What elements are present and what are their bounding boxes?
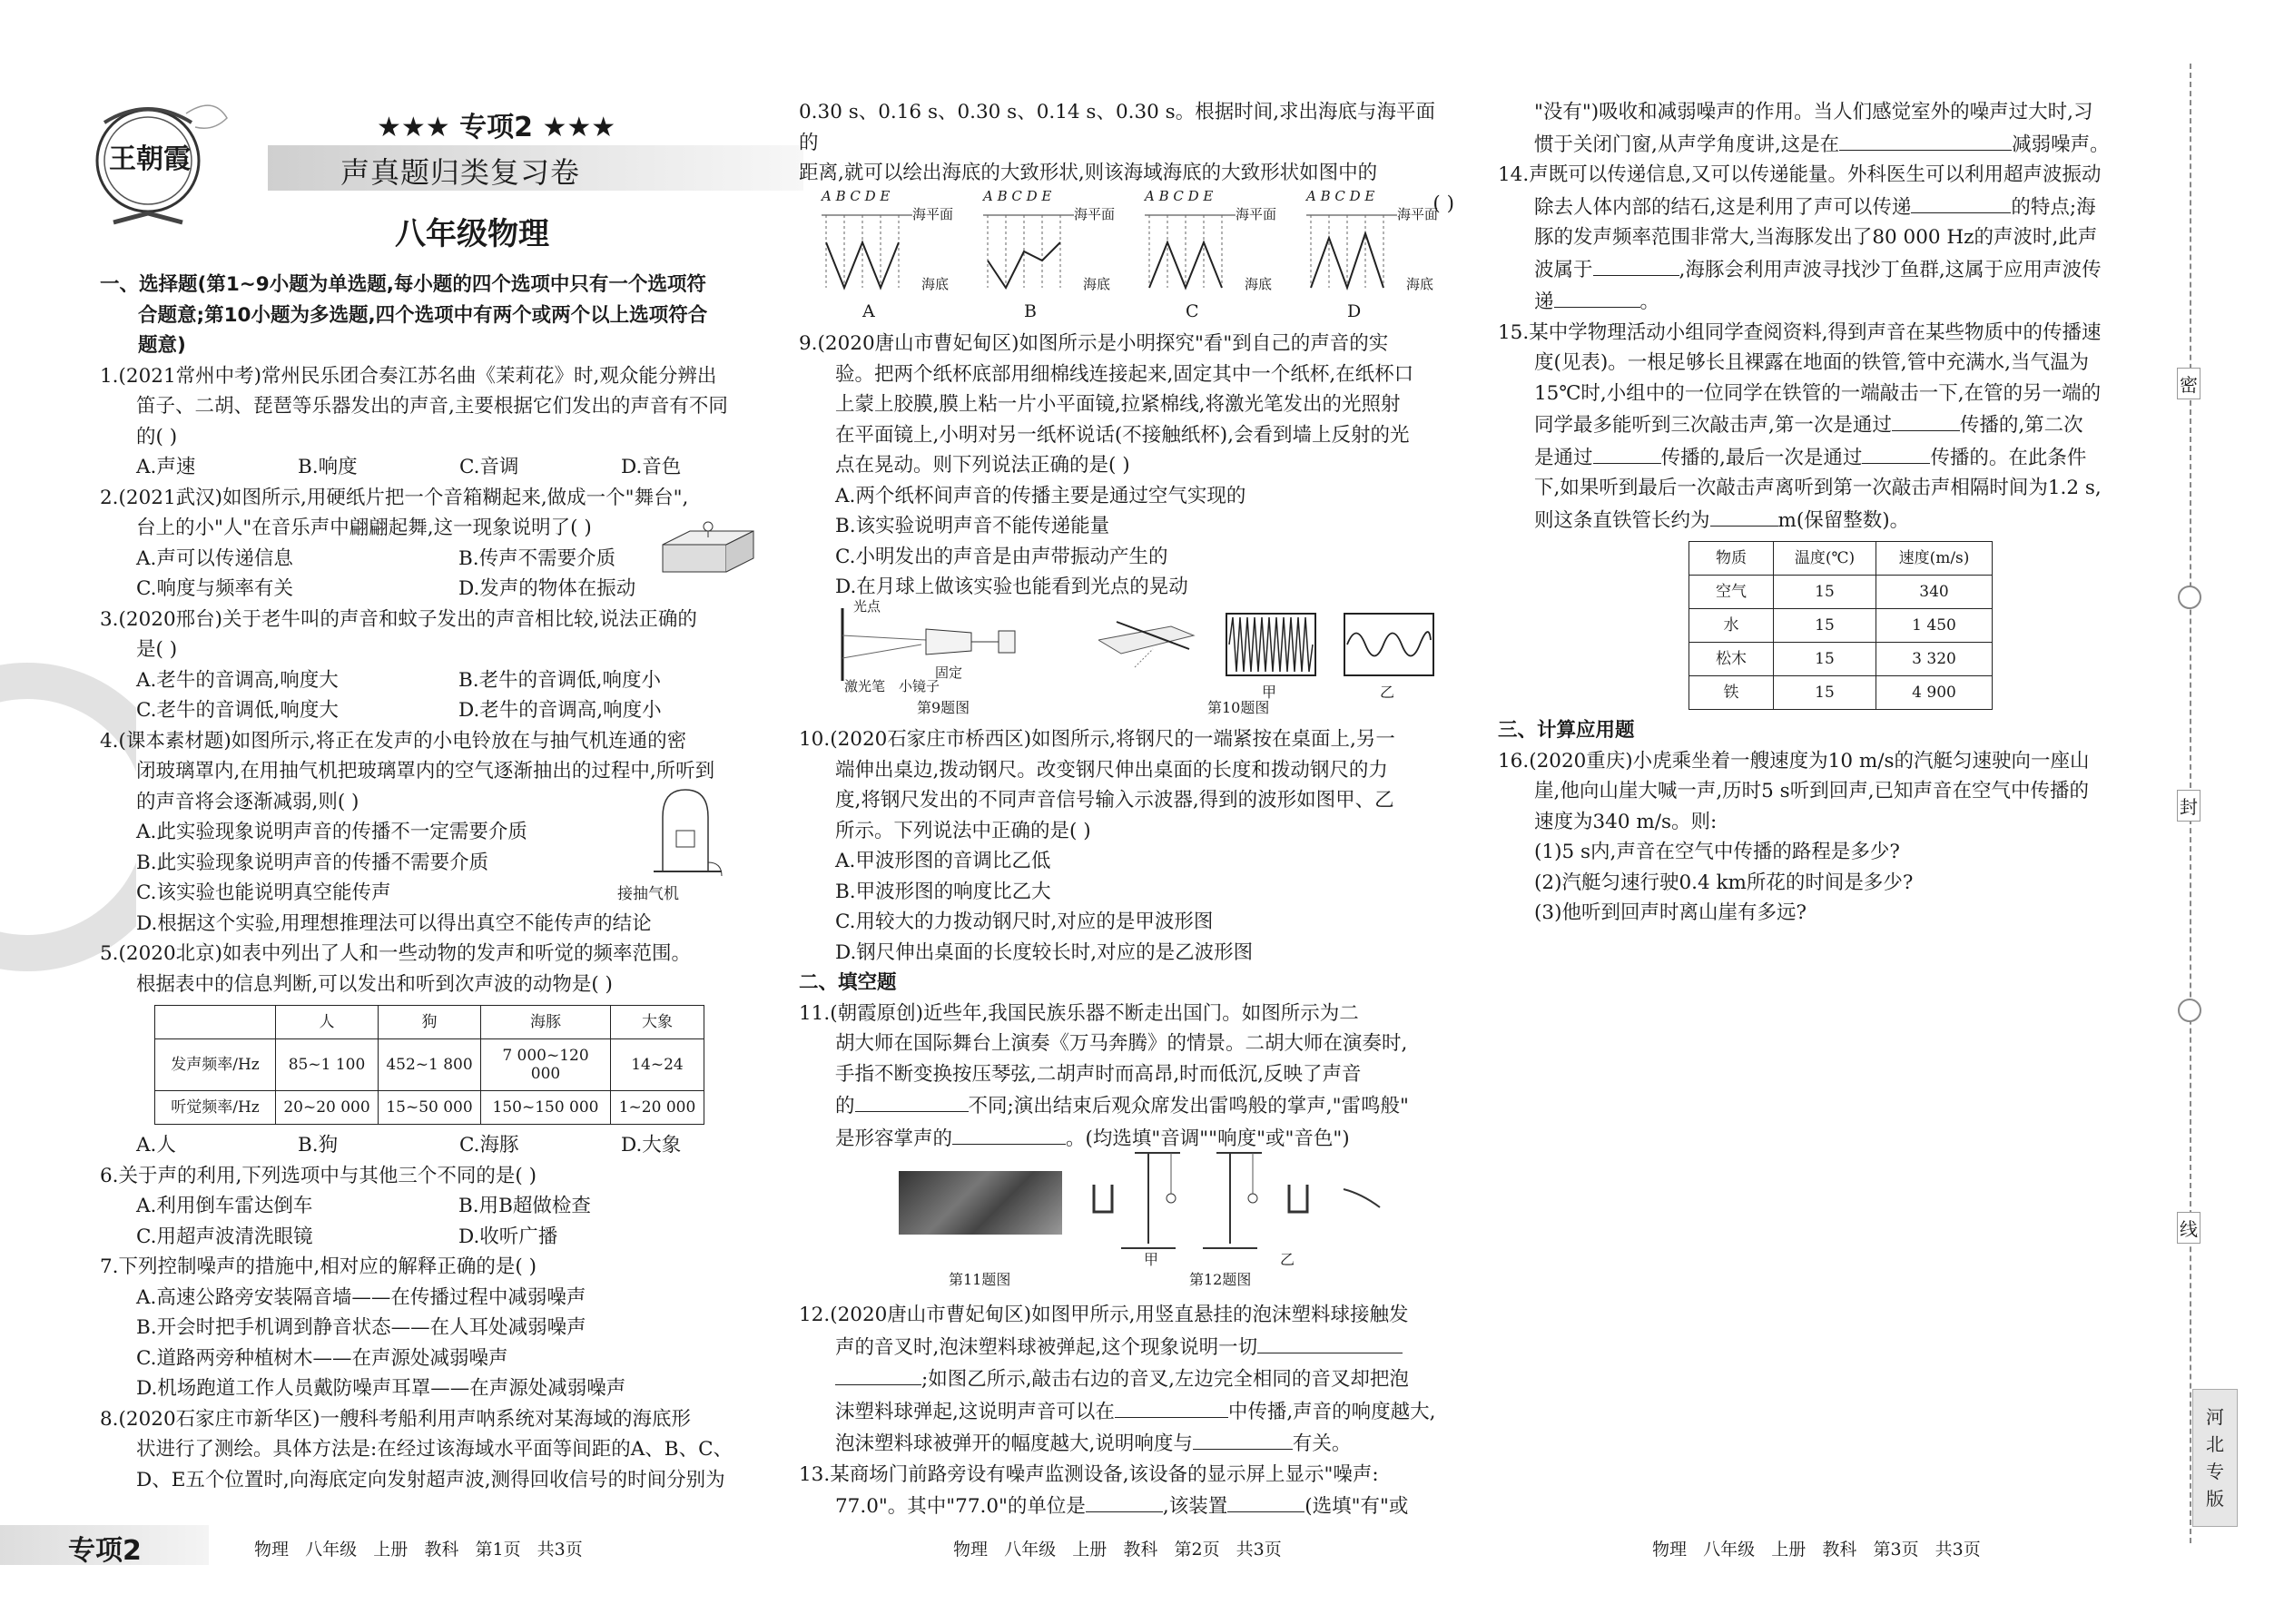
table-cell: 15 — [1774, 643, 1876, 676]
q14-text-5a: 递 — [1534, 290, 1554, 313]
q1-option-c: C.音调 — [459, 456, 519, 478]
table-cell: 14~24 — [611, 1039, 704, 1091]
q11-text: 11.(朝霞原创)近些年,我国民族乐器不断走出国门。如图所示为二 — [799, 1001, 1359, 1025]
q8-bottom-label: 海底 — [1406, 276, 1434, 292]
fig9-10 — [835, 598, 1452, 722]
q6-option-d: D.收听广播 — [458, 1225, 558, 1248]
footer-series: 专项2 — [68, 1535, 142, 1567]
fig12-jia-label: 甲 — [1144, 1251, 1159, 1268]
q15-text-5c: 传播的。在此条件 — [1930, 446, 2087, 469]
q8-sea-label: 海平面 — [1397, 206, 1439, 222]
q3-option-a: A.老牛的音调高,响度大 — [136, 668, 339, 692]
table-row — [1689, 609, 1993, 643]
table-cell: 铁 — [1689, 676, 1774, 710]
q11-text-3: 手指不断变换按压琴弦,二胡声时而高昂,时而低沉,反映了声音 — [835, 1062, 1362, 1086]
q2-text-2: 台上的小"人"在音乐声中翩翩起舞,这一现象说明了( ) — [136, 517, 592, 539]
table-cell: 海豚 — [481, 1006, 611, 1039]
q14-text-5b: 。 — [1639, 290, 1660, 313]
q8-sea-label: 海平面 — [912, 206, 954, 222]
q7-option-a: A.高速公路旁安装隔音墙——在传播过程中减弱噪声 — [136, 1285, 586, 1309]
column-2-mid — [799, 329, 1454, 603]
q11-text-4 — [799, 1089, 1454, 1122]
table-cell: 空气 — [1689, 576, 1774, 609]
q14-blank-1[interactable] — [1911, 191, 2011, 213]
q14-text-2a: 除去人体内部的结石,这是利用了声可以传递 — [1534, 195, 1912, 219]
q13-text-4a: 惯于关闭门窗,从声学角度讲,这是在 — [1534, 133, 1840, 156]
q15-text-5 — [1498, 441, 2153, 474]
q14-text-2b: 的特点;海 — [2011, 195, 2096, 219]
q11-text-5a: 是形容掌声的 — [835, 1127, 953, 1150]
table-cell: 15 — [1774, 676, 1876, 710]
q8-sea-label: 海平面 — [1074, 206, 1116, 222]
table-header-row — [155, 1006, 704, 1039]
q6-option-c: C.用超声波清洗眼镜 — [136, 1225, 313, 1248]
q12-text: 12.(2020唐山市曹妃甸区)如图甲所示,用竖直悬挂的泡沫塑料球接触发 — [799, 1304, 1409, 1326]
table-cell: 4 900 — [1876, 676, 1993, 710]
table-cell: 人 — [276, 1006, 379, 1039]
q13-text-2a: 77.0"。其中"77.0"的单位是 — [835, 1495, 1086, 1518]
column-2-bottom — [799, 1300, 1454, 1522]
q5-frequency-table — [154, 1005, 704, 1125]
q9-text-5: 点在晃动。则下列说法正确的是( ) — [835, 454, 1130, 477]
q9-text-3: 上蒙上胶膜,膜上粘一片小平面镜,拉紧棉线,将激光笔发出的光照射 — [835, 393, 1401, 416]
q4-option-c: C.该实验也能说明真空能传声 — [136, 881, 391, 904]
fig11-photo — [899, 1171, 1062, 1235]
q9-option-c: C.小明发出的声音是由声带振动产生的 — [835, 545, 1168, 568]
table-cell: 15 — [1774, 609, 1876, 643]
q8-text-4: 0.30 s、0.16 s、0.30 s、0.14 s、0.30 s。根据时间,求出海底与海平面的 — [799, 101, 1436, 154]
q4-option-d: D.根据这个实验,用理想推理法可以得出真空不能传声的结论 — [136, 911, 652, 935]
q3-option-b: B.老牛的音调低,响度小 — [458, 668, 661, 692]
q11-blank-2[interactable] — [952, 1122, 1066, 1145]
q9-text: 9.(2020唐山市曹妃甸区)如图所示是小明探究"看"到自己的声音的实 — [799, 332, 1389, 355]
q9-option-b: B.该实验说明声音不能传递能量 — [835, 515, 1110, 537]
footer-page-3: 物理 八年级 上册 教科 第3页 共3页 — [1652, 1540, 1981, 1560]
q13-text: 13.某商场门前路旁设有噪声监测设备,该设备的显示屏上显示"噪声: — [799, 1462, 1379, 1486]
q13-blank-3[interactable] — [1839, 128, 2012, 151]
q10-text-4: 所示。下列说法中正确的是( ) — [835, 819, 1091, 842]
q6-text: 6.关于声的利用,下列选项中与其他三个不同的是( ) — [100, 1164, 537, 1187]
q15-blank-1[interactable] — [1892, 408, 1960, 431]
q16-sub-2: (2)汽艇匀速行驶0.4 km所花的时间是多少? — [1534, 871, 1914, 894]
q12-text-2 — [799, 1331, 1454, 1363]
table-cell: 发声频率/Hz — [155, 1039, 276, 1091]
q13-blank-1[interactable] — [1086, 1490, 1163, 1512]
q10-option-d: D.钢尺伸出桌面的长度较长时,对应的是乙波形图 — [835, 940, 1254, 964]
q4-text-3: 的声音将会逐渐减弱,则( ) — [136, 790, 359, 813]
q8-label-d: D — [1347, 301, 1362, 321]
q15-blank-3[interactable] — [1862, 441, 1930, 464]
q13-text-2 — [799, 1490, 1454, 1522]
q5-text: 5.(2020北京)如表中列出了人和一些动物的发声和听觉的频率范围。 — [100, 942, 692, 965]
q15-text-6: 下,如果听到最后一次敲击声离听到第一次敲击声相隔时间为1.2 s, — [1534, 477, 2102, 499]
q2-option-b: B.传声不需要介质 — [458, 546, 616, 570]
q16-sub-3: (3)他听到回声时离山崖有多远? — [1534, 901, 1807, 924]
q12-blank-2[interactable] — [1115, 1395, 1228, 1418]
seal-char-2: 封 — [2177, 790, 2200, 822]
q8-seabed-shape-c — [1145, 206, 1245, 306]
q7-option-b: B.开会时把手机调到静音状态——在人耳处减弱噪声 — [136, 1316, 586, 1339]
q10-text-2: 端伸出桌边,拨动钢尺。改变钢尺伸出桌面的长度和拨动钢尺的力 — [835, 758, 1388, 782]
fig12-tuning-fork-diagram — [1089, 1144, 1389, 1262]
q8-text-3: D、E五个位置时,向海底定向发射超声波,测得回收信号的时间分别为 — [136, 1468, 725, 1491]
q13-text-2c: (选填"有"或 — [1305, 1495, 1409, 1518]
edition-char: 河 — [2206, 1406, 2224, 1428]
q4-option-a: A.此实验现象说明声音的传播不一定需要介质 — [136, 821, 527, 843]
footer-page-1: 物理 八年级 上册 教科 第1页 共3页 — [254, 1540, 583, 1560]
q10-option-c: C.用较大的力拨动钢尺时,对应的是甲波形图 — [835, 910, 1214, 933]
table-row — [155, 1091, 704, 1125]
q12-blank-1[interactable] — [1257, 1331, 1403, 1353]
q8-bottom-label: 海底 — [1083, 276, 1111, 292]
q11-text-5b: 。(均选填"音调""响度"或"音色") — [1066, 1127, 1350, 1150]
q1-option-b: B.响度 — [298, 456, 358, 478]
q9-option-d: D.在月球上做该实验也能看到光点的晃动 — [835, 576, 1188, 598]
q8-label-b: B — [1024, 301, 1037, 321]
q3-text: 3.(2020邢台)关于老牛叫的声音和蚊子发出的声音相比较,说法正确的 — [100, 607, 697, 631]
seal-circle-icon — [2178, 586, 2201, 609]
q15-text-5a: 是通过 — [1534, 446, 1593, 469]
q16-text: 16.(2020重庆)小虎乘坐着一艘速度为10 m/s的汽艇匀速驶向一座山 — [1498, 749, 2090, 773]
table-row — [1689, 676, 1993, 710]
q8-seabed-shape-d — [1306, 206, 1406, 306]
fig10-wave-yi — [1344, 613, 1434, 676]
fig12-yi-label: 乙 — [1280, 1251, 1295, 1268]
q1-option-d: D.音色 — [621, 456, 682, 478]
q14-text-2 — [1498, 191, 2153, 223]
column-3 — [1498, 97, 2153, 929]
q7-option-c: C.道路两旁种植树木——在声源处减弱噪声 — [136, 1346, 508, 1370]
q1-options — [100, 452, 758, 483]
q8-figure-b — [983, 188, 1128, 324]
table-cell: 温度(℃) — [1774, 542, 1876, 576]
q13-blank-2[interactable] — [1227, 1490, 1305, 1512]
q5-option-b: B.狗 — [298, 1134, 339, 1156]
fig9-mirror-label: 小镜子 — [899, 678, 940, 694]
q14-text-3: 豚的发声频率范围非常大,当海豚发出了80 000 Hz的声波时,此声 — [1534, 226, 2098, 249]
q10-option-b: B.甲波形图的响度比乙大 — [835, 880, 1051, 903]
q2-speaker-box-figure — [654, 508, 763, 581]
q3-text-2: 是( ) — [136, 638, 178, 661]
q5-options — [100, 1130, 758, 1161]
table-row — [1689, 643, 1993, 676]
q12-text-2a: 声的音叉时,泡沫塑料球被弹起,这个现象说明一切 — [835, 1335, 1258, 1359]
edition-char: 专 — [2206, 1461, 2224, 1482]
q16-text-3: 速度为340 m/s。则: — [1534, 810, 1718, 833]
table-header-row — [1689, 542, 1993, 576]
section-1-heading-2: 合题意;第10小题为多选题,四个选项中有两个或两个以上选项符合 — [138, 303, 708, 327]
column-2-lower — [799, 724, 1454, 1154]
q7-option-d: D.机场跑道工作人员戴防噪声耳罩——在声源处减弱噪声 — [136, 1377, 626, 1400]
section-3-heading: 三、计算应用题 — [1498, 719, 1635, 742]
q9-option-a: A.两个纸杯间声音的传播主要是通过空气实现的 — [835, 484, 1246, 507]
q11-text-4a: 的 — [835, 1095, 855, 1117]
q8-figure-a — [822, 188, 967, 324]
q8-label-a: A — [862, 301, 875, 321]
q14-text-4 — [1498, 253, 2153, 286]
q1-text: 1.(2021常州中考)常州民乐团合奏江苏名曲《茉莉花》时,观众能分辨出 — [100, 364, 717, 388]
table-cell: 85~1 100 — [276, 1039, 379, 1091]
q3-option-c: C.老牛的音调低,响度大 — [136, 699, 339, 722]
q13-text-3: "没有")吸收和减弱噪声的作用。当人们感觉室外的噪声过大时,习 — [1534, 101, 2093, 123]
q4-option-b: B.此实验现象说明声音的传播不需要介质 — [136, 851, 489, 874]
q5-option-c: C.海豚 — [459, 1134, 519, 1156]
q6-option-b: B.用B超做检查 — [458, 1195, 591, 1217]
fig12-caption: 第12题图 — [1189, 1271, 1252, 1288]
q8-points-label: A B C D E — [983, 188, 1052, 204]
q8-sea-label: 海平面 — [1236, 206, 1277, 222]
fig10-yi-label: 乙 — [1380, 684, 1395, 701]
q12-blank-3[interactable] — [1193, 1427, 1293, 1450]
q14-blank-3[interactable] — [1554, 285, 1640, 308]
q11-text-2: 胡大师在国际舞台上演奏《万马奔腾》的情景。二胡大师在演奏时, — [835, 1032, 1408, 1055]
q15-text-3: 15℃时,小组中的一位同学在铁管的一端敲击一下,在管的另一端的 — [1534, 381, 2102, 405]
q9-text-4: 在平面镜上,小明对另一纸杯说话(不接触纸杯),会看到墙上反射的光 — [835, 423, 1410, 447]
table-cell: 速度(m/s) — [1876, 542, 1993, 576]
q5-text-2: 根据表中的信息判断,可以发出和听到次声波的动物是( ) — [136, 972, 613, 996]
fig10-ruler-diagram — [1098, 604, 1198, 685]
q8-bottom-label: 海底 — [921, 276, 950, 292]
q5-option-a: A.人 — [136, 1134, 176, 1156]
table-cell: 松木 — [1689, 643, 1774, 676]
footer-page-2: 物理 八年级 上册 教科 第2页 共3页 — [953, 1540, 1282, 1560]
section-1-heading-3: 题意) — [138, 334, 186, 357]
q15-text-4b: 传播的,第二次 — [1959, 414, 2083, 437]
fig11-12 — [899, 1144, 1443, 1289]
table-cell: 听觉频率/Hz — [155, 1091, 276, 1125]
q13-text-4b: 减弱噪声。 — [2012, 133, 2110, 156]
q12-text-4a: 沫塑料球弹起,这说明声音可以在 — [835, 1400, 1115, 1423]
q1-option-a: A.声速 — [136, 456, 196, 478]
table-cell: 1~20 000 — [611, 1091, 704, 1125]
logo-text: 王朝霞 — [109, 143, 191, 175]
q10-text: 10.(2020石家庄市桥西区)如图所示,将钢尺的一端紧按在桌面上,另一 — [799, 728, 1395, 751]
q15-text-4a: 同学最多能听到三次敲击声,第一次是通过 — [1534, 414, 1892, 437]
q15-text-4 — [1498, 408, 2153, 441]
q12-text-5 — [799, 1427, 1454, 1460]
q12-text-4 — [799, 1395, 1454, 1428]
q4-pump-label: 接抽气机 — [617, 885, 679, 903]
table-cell: 15 — [1774, 576, 1876, 609]
q4-text: 4.(课本素材题)如图所示,将正在发声的小电铃放在与抽气机连通的密 — [100, 729, 687, 753]
q8-points-label: A B C D E — [1306, 188, 1375, 204]
q8-seabed-shape-a — [822, 206, 921, 306]
q12-text-4b: 中传播,声音的响度越大, — [1227, 1400, 1436, 1423]
table-row — [155, 1039, 704, 1091]
q3-options-2 — [100, 695, 758, 726]
q13-text-4 — [1498, 128, 2153, 161]
fig9-caption: 第9题图 — [917, 699, 970, 716]
fig11-caption: 第11题图 — [949, 1271, 1011, 1288]
table-cell: 15~50 000 — [379, 1091, 481, 1125]
fig10-jia-label: 甲 — [1262, 684, 1277, 701]
q8-figures — [822, 188, 1457, 324]
q15-text-7b: m(保留整数)。 — [1777, 508, 1910, 532]
q8-text: 8.(2020石家庄市新华区)一艘科考船利用声呐系统对某海域的海底形 — [100, 1407, 692, 1431]
section-1-heading: 一、选择题(第1~9小题为单选题,每小题的四个选项中只有一个选项符 — [100, 273, 706, 296]
fig10-caption: 第10题图 — [1207, 699, 1270, 716]
q15-text: 15.某中学物理活动小组同学查阅资料,得到声音在某些物质中的传播速 — [1498, 320, 2102, 344]
table-cell: 物质 — [1689, 542, 1774, 576]
subject-grade: 八年级物理 — [395, 216, 549, 252]
q8-figure-d — [1306, 188, 1452, 324]
seal-char-1: 密 — [2177, 368, 2200, 399]
q8-points-label: A B C D E — [1145, 188, 1214, 204]
table-cell: 20~20 000 — [276, 1091, 379, 1125]
table-cell: 452~1 800 — [379, 1039, 481, 1091]
series-name: 专项2 — [459, 112, 534, 143]
q16-sub-1: (1)5 s内,声音在空气中传播的路程是多少? — [1534, 841, 1900, 863]
q9-text-2: 验。把两个纸杯底部用细棉线连接起来,固定其中一个纸杯,在纸杯口 — [835, 362, 1414, 386]
q2-option-d: D.发声的物体在振动 — [458, 577, 636, 600]
q14-text: 14.声既可以传递信息,又可以传递能量。外科医生可以利用超声波振动 — [1498, 163, 2102, 186]
q12-text-3b: ;如图乙所示,敲击右边的音叉,左边完全相同的音叉却把泡 — [921, 1368, 1409, 1391]
q8-figure-c — [1145, 188, 1290, 324]
q12-text-5b: 有关。 — [1292, 1432, 1352, 1455]
q15-text-5b: 传播的,最后一次是通过 — [1660, 446, 1863, 469]
seal-circle-icon — [2178, 999, 2201, 1022]
q8-bottom-label: 海底 — [1245, 276, 1273, 292]
q5-option-d: D.大象 — [621, 1134, 682, 1156]
q4-text-2: 闭玻璃罩内,在用抽气机把玻璃罩内的空气逐渐抽出的过程中,所听到 — [136, 760, 715, 782]
q15-blank-2[interactable] — [1593, 441, 1661, 464]
q8-text-5: 距离,就可以绘出海底的大致形状,则该海域海底的大致形状如图中的 — [799, 162, 1378, 184]
table-cell: 水 — [1689, 609, 1774, 643]
fig9-cup-laser-diagram — [835, 604, 1017, 685]
q4-bell-jar-figure — [645, 781, 726, 881]
fig9-light-spot-label: 光点 — [853, 598, 881, 615]
header — [77, 86, 767, 250]
q6-options — [100, 1191, 758, 1222]
table-cell: 150~150 000 — [481, 1091, 611, 1125]
q1-text-3: 的( ) — [136, 425, 178, 448]
q3-options — [100, 665, 758, 696]
q2-option-a: A.声可以传递信息 — [136, 546, 293, 570]
seal-char-3: 线 — [2177, 1212, 2200, 1244]
table-row — [1689, 576, 1993, 609]
section-2-heading: 二、填空题 — [799, 971, 897, 994]
q8-label-c: C — [1186, 301, 1199, 321]
q15-text-2: 度(见表)。一根足够长且裸露在地面的铁管,管中充满水,当气温为 — [1534, 351, 2089, 374]
edition-char: 版 — [2206, 1488, 2224, 1510]
table-cell: 大象 — [611, 1006, 704, 1039]
fig9-fixed-label: 固定 — [935, 664, 963, 681]
q1-text-2: 笛子、二胡、琵琶等乐器发出的声音,主要根据它们发出的声音有不同 — [136, 395, 728, 418]
fig9-laser-label: 激光笔 — [844, 678, 886, 694]
q8-answer-bracket: ( ) — [1433, 192, 1454, 215]
q12-text-3 — [799, 1363, 1454, 1395]
table-cell: 3 320 — [1876, 643, 1993, 676]
q15-blank-4[interactable] — [1710, 504, 1778, 527]
q8-points-label: A B C D E — [822, 188, 891, 204]
q12-blank-1b[interactable] — [835, 1363, 921, 1385]
q16-text-2: 崖,他向山崖大喊一声,历时5 s听到回声,已知声音在空气中传播的 — [1534, 780, 2090, 802]
q11-blank-1[interactable] — [855, 1089, 969, 1112]
table-cell — [155, 1006, 276, 1039]
q14-text-5 — [1498, 285, 2153, 318]
table-cell: 340 — [1876, 576, 1993, 609]
q14-text-4a: 波属于 — [1534, 258, 1593, 281]
q7-text: 7.下列控制噪声的措施中,相对应的解释正确的是( ) — [100, 1255, 537, 1278]
edition-tab — [2192, 1389, 2238, 1527]
q14-blank-2[interactable] — [1593, 253, 1679, 276]
series-label: ★★★ 专项2 ★★★ — [377, 112, 616, 143]
q6-option-a: A.利用倒车雷达倒车 — [136, 1195, 313, 1217]
table-cell: 狗 — [379, 1006, 481, 1039]
q13-text-2b: ,该装置 — [1162, 1495, 1228, 1518]
q15-text-7 — [1498, 504, 2153, 536]
q8-seabed-shape-b — [983, 206, 1083, 306]
q8-text-2: 状进行了测绘。具体方法是:在经过该海域水平面等间距的A、B、C、 — [136, 1438, 733, 1461]
q10-text-3: 度,将钢尺发出的不同声音信号输入示波器,得到的波形如图甲、乙 — [835, 789, 1394, 812]
edition-char: 北 — [2206, 1433, 2224, 1455]
q14-text-4b: ,海豚会利用声波寻找沙丁鱼群,这属于应用声波传 — [1679, 258, 2102, 281]
fig10-wave-jia — [1226, 613, 1316, 676]
q15-text-7a: 则这条直铁管长约为 — [1534, 508, 1710, 532]
q10-option-a: A.甲波形图的音调比乙低 — [835, 850, 1051, 872]
table-cell: 1 450 — [1876, 609, 1993, 643]
q15-speed-table — [1689, 541, 1993, 710]
q11-text-4b: 不同;演出结束后观众席发出雷鸣般的掌声,"雷鸣般" — [968, 1095, 1409, 1117]
q2-text: 2.(2021武汉)如图所示,用硬纸片把一个音箱糊起来,做成一个"舞台", — [100, 486, 689, 509]
page-title: 声真题归类复习卷 — [340, 155, 581, 190]
q6-options-2 — [100, 1222, 758, 1253]
q2-option-c: C.响度与频率有关 — [136, 577, 294, 600]
q12-text-5a: 泡沫塑料球被弹开的幅度越大,说明响度与 — [835, 1432, 1193, 1455]
q3-option-d: D.老牛的音调高,响度小 — [458, 699, 662, 722]
table-cell: 7 000~120 000 — [481, 1039, 611, 1091]
